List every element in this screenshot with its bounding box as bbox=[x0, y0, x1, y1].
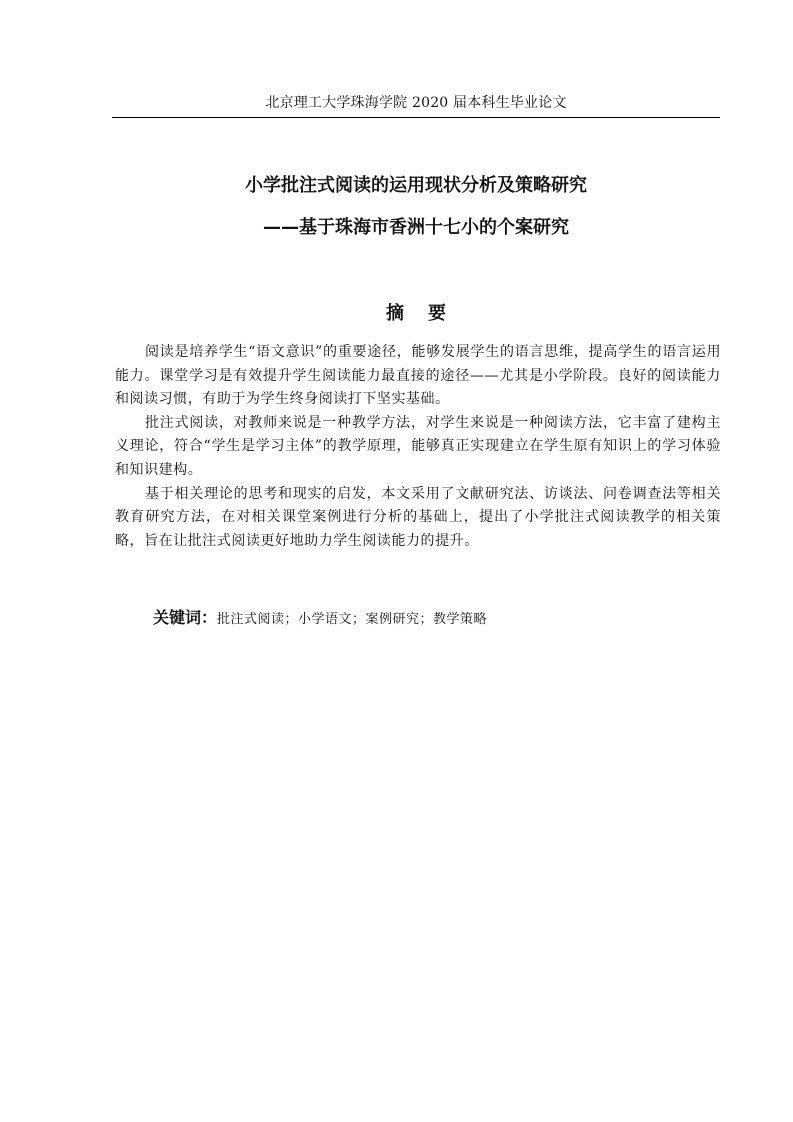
keywords-text: 批注式阅读；小学语文；案例研究；教学策略 bbox=[217, 612, 488, 627]
keywords-line bbox=[153, 606, 713, 632]
abstract-body bbox=[115, 341, 721, 553]
abstract-heading: 摘要 bbox=[386, 303, 470, 324]
keywords-label: 关键词： bbox=[153, 608, 218, 627]
header-rule bbox=[112, 117, 720, 118]
abstract-paragraph: 批注式阅读，对教师来说是一种教学方法，对学生来说是一种阅读方法，它丰富了建构主义理论，符合“学生是学习主体”的教学原理，能够真正实现建立在学生原有知识上的学习体验和知识建构。 bbox=[115, 414, 721, 478]
title-block bbox=[112, 174, 720, 240]
abstract-paragraph: 基于相关理论的思考和现实的启发，本文采用了文献研究法、访谈法、问卷调查法等相关教育研究方法，在对相关课堂案例进行分析的基础上，提出了小学批注式阅读教学的相关策略，旨在让批注式阅读更好地助力学生阅读能力的提升。 bbox=[115, 485, 721, 549]
running-header: 北京理工大学珠海学院 2020 届本科生毕业论文 bbox=[265, 95, 567, 111]
thesis-title: 小学批注式阅读的运用现状分析及策略研究 bbox=[245, 175, 587, 196]
abstract-paragraph: 阅读是培养学生“语文意识”的重要途径，能够发展学生的语言思维，提高学生的语言运用能力。课堂学习是有效提升学生阅读能力最直接的途径——尤其是小学阶段。良好的阅读能力和阅读习惯，有助于为学生终身阅读打下坚实基础。 bbox=[115, 344, 721, 408]
thesis-subtitle: ——基于珠海市香洲十七小的个案研究 bbox=[263, 217, 569, 238]
